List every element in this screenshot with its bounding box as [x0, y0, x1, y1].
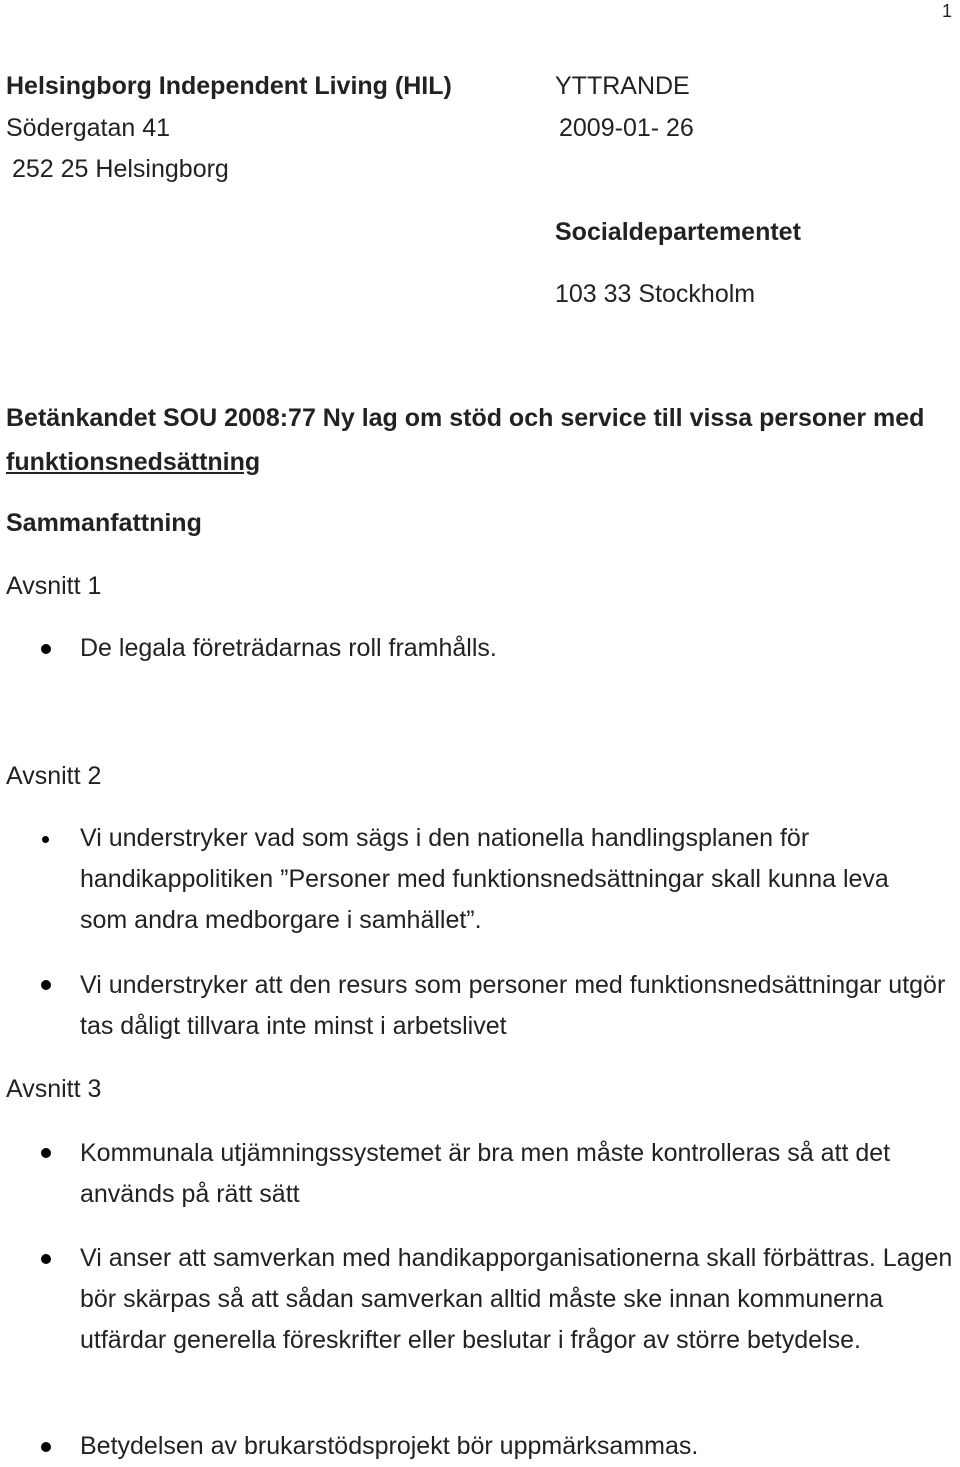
section-1-heading: Avsnitt 1	[6, 572, 102, 600]
section-1-bullet-1: De legala företrädarnas roll framhålls.	[80, 634, 497, 662]
bullet-icon	[41, 1254, 51, 1264]
bullet-icon	[42, 836, 49, 843]
bullet-icon	[41, 1442, 51, 1452]
subject-line-1: Betänkandet SOU 2008:77 Ny lag om stöd och service till vissa personer med	[6, 404, 925, 432]
sender-org: Helsingborg Independent Living (HIL)	[6, 72, 452, 100]
page-number: 1	[942, 1, 953, 21]
section-2-bullet-1: Vi understryker vad som sägs i den nationella handlingsplanen för handikappolitiken ”Personer med funktionsnedsättningar skall kunna leva som andra medborgare i samhället”.	[80, 824, 889, 934]
sender-postal: 252 25 Helsingborg	[12, 155, 229, 183]
section-3-bullet-1: Kommunala utjämningssystemet är bra men måste kontrolleras så att det används på rätt sätt	[80, 1139, 891, 1208]
bullet-icon	[41, 644, 51, 654]
subject-underline-fill	[260, 442, 932, 483]
section-3-heading: Avsnitt 3	[6, 1075, 102, 1103]
section-2-heading: Avsnitt 2	[6, 762, 102, 790]
section-3-bullet-2: Vi anser att samverkan med handikapporganisationerna skall förbättras. Lagen bör skärpas så att sådan samverkan alltid måste ske innan kommunerna utfärdar generella föreskrifter eller beslutar i frågor av större betydelse.	[80, 1244, 953, 1354]
subject-line-2-text: funktionsnedsättning	[6, 448, 261, 476]
recipient-name: Socialdepartementet	[555, 218, 801, 246]
section-3-bullet-3: Betydelsen av brukarstödsprojekt bör uppmärksammas.	[80, 1432, 699, 1460]
bullet-icon	[41, 1148, 51, 1158]
recipient-postal: 103 33 Stockholm	[555, 280, 756, 308]
summary-heading: Sammanfattning	[6, 509, 202, 537]
document-type: YTTRANDE	[555, 72, 690, 100]
subject-line-2	[6, 442, 932, 483]
sender-street: Södergatan 41	[6, 114, 171, 142]
bullet-icon	[41, 980, 51, 990]
section-2-bullet-2: Vi understryker att den resurs som personer med funktionsnedsättningar utgör tas dåligt tillvara inte minst i arbetslivet	[80, 971, 946, 1040]
document-date: 2009-01- 26	[559, 114, 694, 142]
